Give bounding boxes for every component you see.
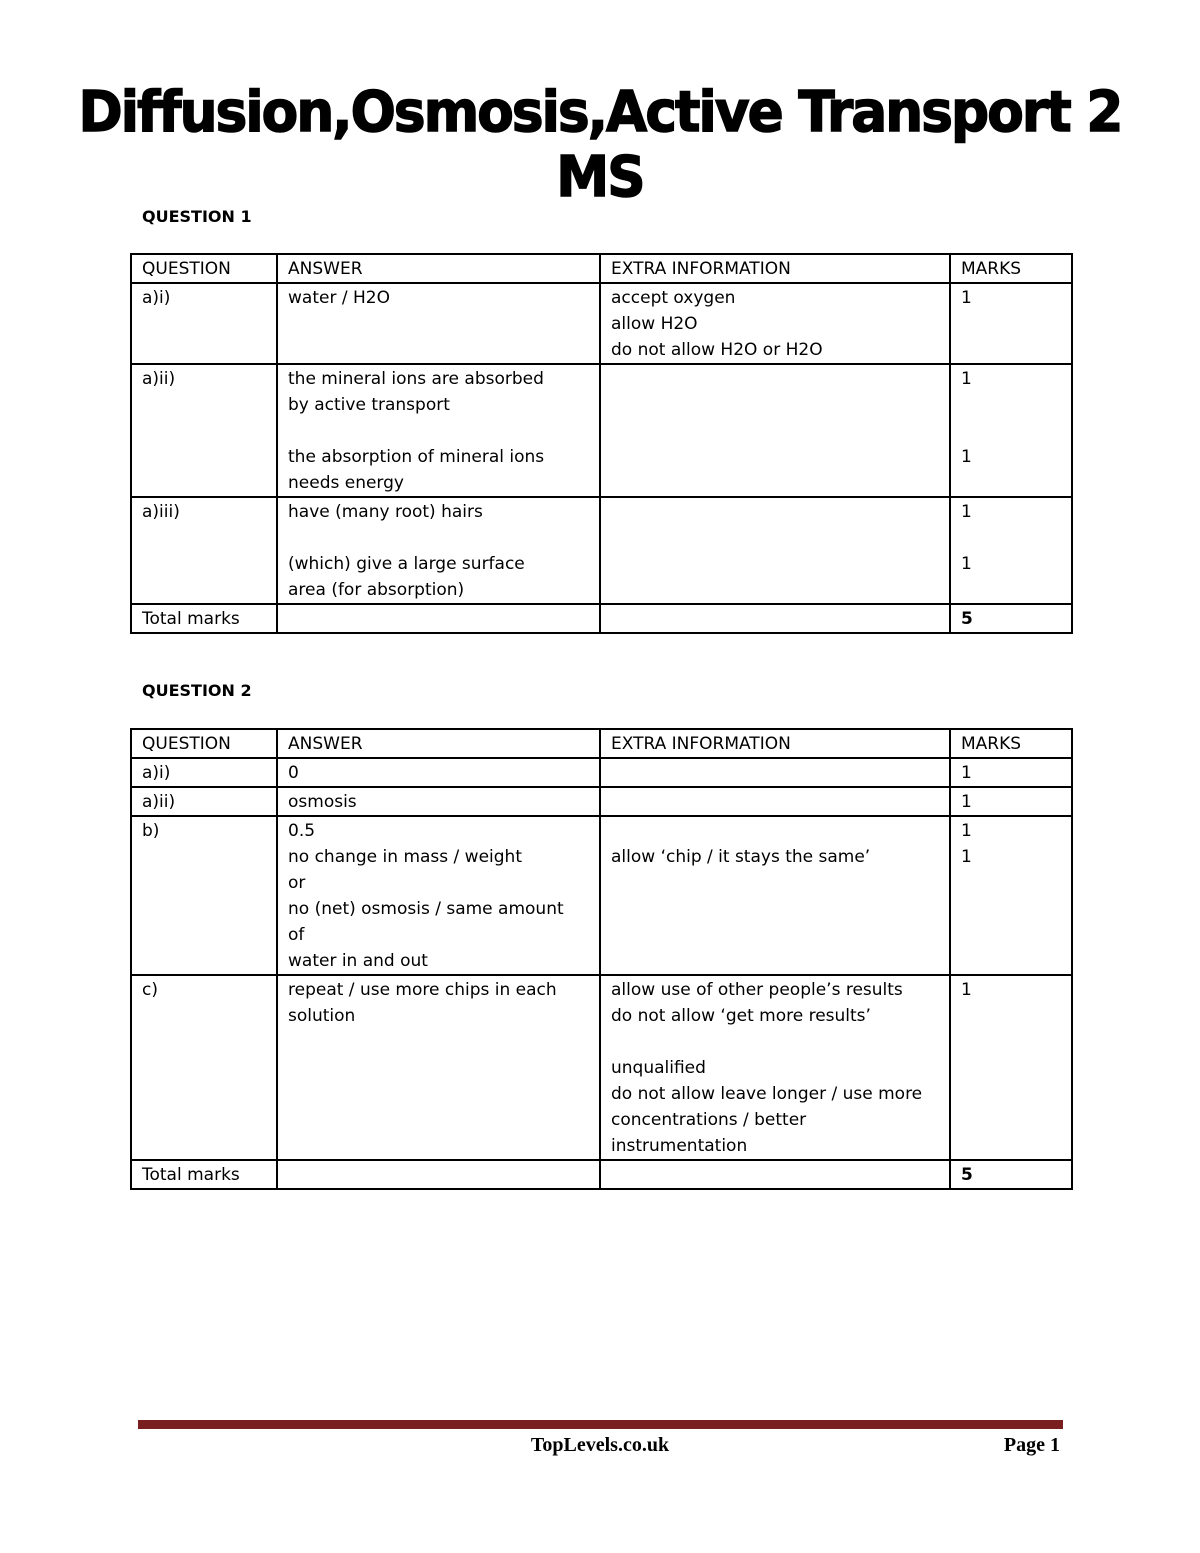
extra-cell [600,1160,950,1189]
mark-value: 1 [961,502,972,522]
answer-line: repeat / use more chips in each [288,980,557,1000]
extra-line: allow ‘chip / it stays the same’ [611,847,871,867]
extra-line [611,1029,939,1055]
total-label: Total marks [131,604,277,633]
question-2-heading: QUESTION 2 [142,681,252,700]
extra-cell [600,816,950,975]
header-marks: MARKS [950,729,1072,758]
question-cell: a)i) [131,283,277,364]
marks-cell [950,816,1072,975]
question-2-table [130,728,1073,1190]
answer-line: by active transport [288,395,450,415]
mark-value: 1 [961,554,972,574]
table-row [131,816,1072,975]
table-row [131,364,1072,497]
answer-line: needs energy [288,473,404,493]
question-cell: b) [131,816,277,975]
mark-value: 1 [961,288,972,308]
answer-line: no change in mass / weight [288,847,522,867]
mark-value: 1 [961,369,972,389]
header-question: QUESTION [131,254,277,283]
document-title: Diffusion,Osmosis,Active Transport 2 MS [78,80,1122,210]
answer-line: or [288,873,306,893]
question-cell: a)i) [131,758,277,787]
answer-line [288,525,589,551]
question-cell: a)ii) [131,787,277,816]
extra-line [611,818,939,844]
footer-divider [138,1420,1063,1429]
total-marks: 5 [950,604,1072,633]
answer-line: no (net) osmosis / same amount [288,899,564,919]
marks-cell [950,283,1072,364]
table-row [131,497,1072,604]
answer-cell [277,604,600,633]
extra-line: allow use of other people’s results [611,980,903,1000]
extra-line: instrumentation [611,1136,748,1156]
mark-value: 1 [961,980,972,1000]
page-number: Page 1 [1003,1434,1060,1456]
question-1-heading: QUESTION 1 [142,207,252,226]
answer-cell [277,816,600,975]
extra-line: concentrations / better [611,1110,807,1130]
extra-cell [600,497,950,604]
table-row [131,283,1072,364]
answer-line: water / H2O [288,288,390,308]
answer-line: the absorption of mineral ions [288,447,545,467]
answer-line: water in and out [288,951,428,971]
table-row [131,758,1072,787]
answer-line: (which) give a large surface [288,554,525,574]
footer-site-name: TopLevels.co.uk [530,1434,670,1456]
extra-line: unqualified [611,1058,706,1078]
extra-line: do not allow leave longer / use more [611,1084,923,1104]
answer-cell [277,1160,600,1189]
total-marks: 5 [950,1160,1072,1189]
question-cell: a)iii) [131,497,277,604]
total-label: Total marks [131,1160,277,1189]
marks-cell: 1 [950,758,1072,787]
table-row [131,787,1072,816]
extra-line: do not allow H2O or H2O [611,340,823,360]
question-cell: a)ii) [131,364,277,497]
mark-value: 1 [961,847,972,867]
mark-value: 1 [961,447,972,467]
answer-cell: 0 [277,758,600,787]
extra-cell [600,787,950,816]
marks-cell [950,497,1072,604]
extra-cell [600,604,950,633]
total-row [131,604,1072,633]
table-header-row [131,729,1072,758]
answer-line: 0.5 [288,821,316,841]
answer-cell [277,364,600,497]
header-extra-information: EXTRA INFORMATION [600,254,950,283]
answer-line [288,418,589,444]
answer-line: of [288,925,305,945]
answer-line: have (many root) hairs [288,502,483,522]
header-marks: MARKS [950,254,1072,283]
answer-cell [277,283,600,364]
header-question: QUESTION [131,729,277,758]
marks-cell [950,364,1072,497]
answer-line: area (for absorption) [288,580,465,600]
extra-cell [600,283,950,364]
marks-cell [950,975,1072,1160]
answer-line: solution [288,1006,356,1026]
question-1-table [130,253,1073,634]
extra-cell [600,975,950,1160]
extra-line: allow H2O [611,314,698,334]
extra-cell [600,364,950,497]
extra-cell [600,758,950,787]
answer-line: the mineral ions are absorbed [288,369,544,389]
answer-cell [277,975,600,1160]
mark-value [961,525,1061,551]
header-answer: ANSWER [277,729,600,758]
extra-line: do not allow ‘get more results’ [611,1006,871,1026]
table-header-row [131,254,1072,283]
table-row [131,975,1072,1160]
extra-line: accept oxygen [611,288,736,308]
total-row [131,1160,1072,1189]
answer-cell: osmosis [277,787,600,816]
header-answer: ANSWER [277,254,600,283]
mark-value: 1 [961,821,972,841]
mark-value [961,418,1061,444]
header-extra-information: EXTRA INFORMATION [600,729,950,758]
mark-value [961,392,1061,418]
marks-cell: 1 [950,787,1072,816]
answer-cell [277,497,600,604]
question-cell: c) [131,975,277,1160]
